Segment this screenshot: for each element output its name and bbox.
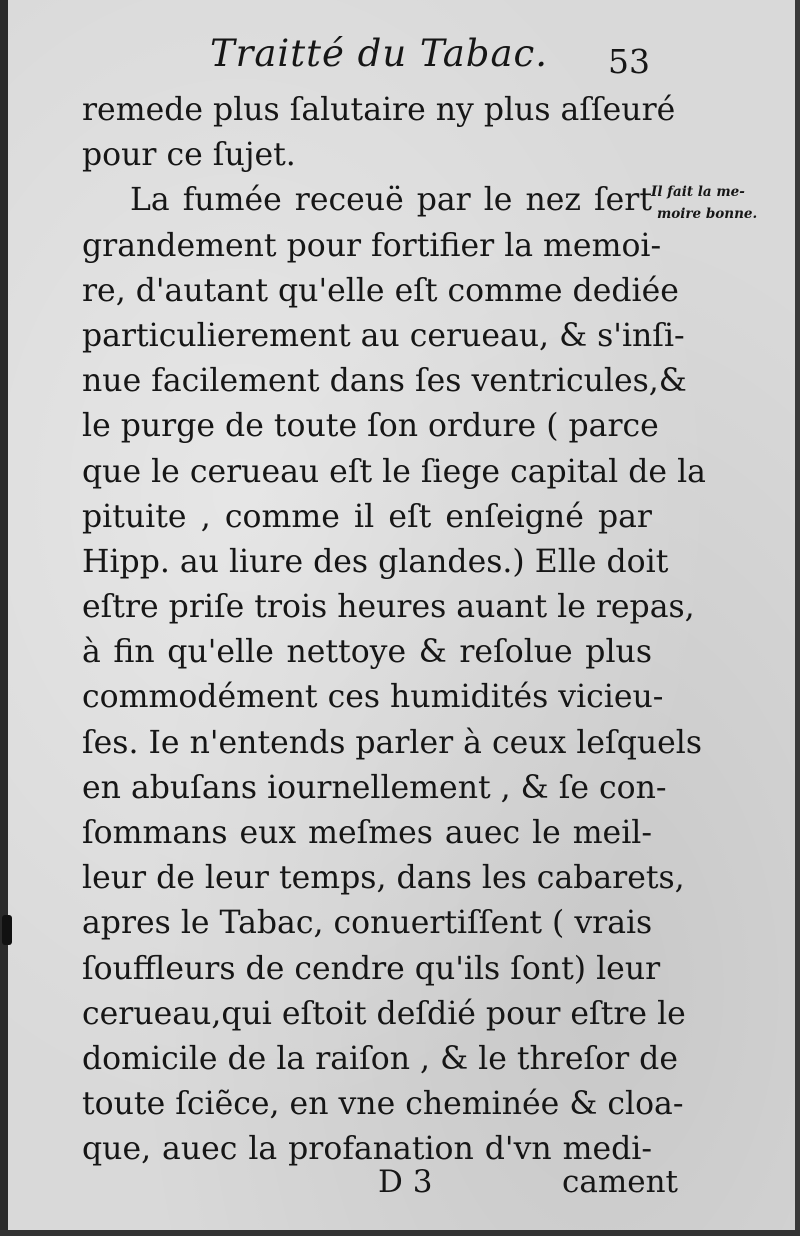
- text-line: leur de leur temps, dans les cabarets,: [82, 860, 685, 897]
- text-line: ſouffleurs de cendre qu'ils ſont) leur: [82, 950, 661, 987]
- signature-mark: D 3: [378, 1164, 433, 1200]
- text-line: ſommans eux meſmes auec le meil-: [82, 815, 652, 851]
- text-line: grandement pour fortifier la memoi-: [82, 227, 662, 264]
- text-line: nue facilement dans ſes ventricules,&: [82, 363, 687, 400]
- text-line: cerueau,qui eſtoit deſdié pour eſtre le: [82, 995, 686, 1032]
- text-line: ſes. Ie n'entends parler à ceux leſquels: [82, 724, 703, 761]
- page-header: [80, 28, 650, 84]
- running-title: Traitté du Tabac.: [210, 32, 549, 75]
- text-line: domicile de la raiſon , & le threſor de: [82, 1040, 678, 1077]
- text-line: re, d'autant qu'elle eſt comme dediée: [82, 272, 679, 309]
- text-line: toute ſciẽce, en vne cheminée & cloa-: [82, 1086, 684, 1123]
- marginal-note: [651, 181, 796, 225]
- page-number: 53: [608, 42, 650, 81]
- page-footer: [82, 1160, 678, 1208]
- text-line: particulierement au cerueau, & s'inſi-: [82, 317, 685, 354]
- text-line: à fin qu'elle nettoye & reſolue plus: [82, 634, 652, 671]
- text-line: La fumée receuë par le nez ſert: [130, 182, 652, 219]
- marginal-note-line: Il fait la me-: [651, 184, 745, 200]
- text-line: remede plus ſalutaire ny plus aſſeuré: [82, 92, 676, 128]
- binding-mark: [2, 915, 12, 945]
- text-line: pituite , comme il eſt enſeigné par: [82, 498, 652, 535]
- page-bottom-edge: [0, 1230, 800, 1236]
- page-binding-edge: [0, 0, 8, 1236]
- catchword: cament: [561, 1164, 678, 1200]
- text-line: eſtre priſe trois heures auant le repas,: [82, 589, 695, 626]
- text-line: apres le Tabac, conuertiſſent ( vrais: [82, 905, 653, 942]
- text-line: que le cerueau eſt le ſiege capital de la: [82, 453, 706, 490]
- text-line: commodément ces humidités vicieu-: [82, 679, 664, 716]
- text-line: que, auec la profanation d'vn medi-: [82, 1131, 652, 1168]
- text-line: le purge de toute ſon ordure ( parce: [82, 408, 659, 445]
- text-line: Hipp. au liure des glandes.) Elle doit: [82, 543, 669, 580]
- text-line: en abuſans iournellement , & ſe con-: [82, 769, 667, 806]
- marginal-note-line: moire bonne.: [657, 206, 758, 222]
- text-line: pour ce ſujet.: [82, 137, 296, 174]
